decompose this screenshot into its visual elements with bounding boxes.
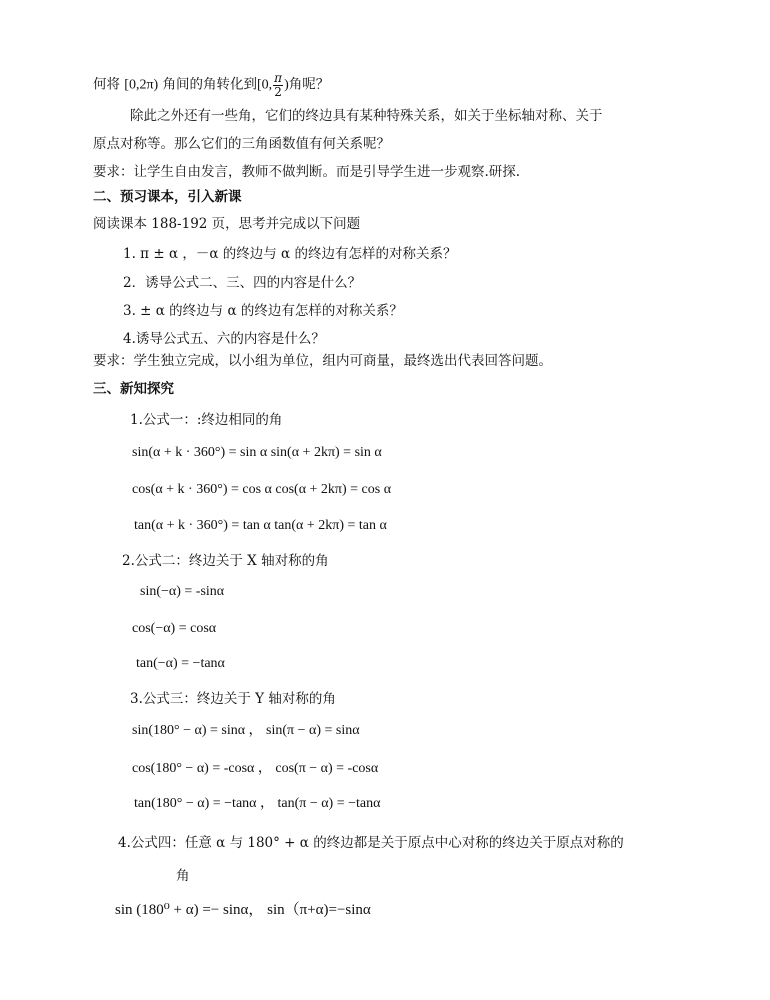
interval: [0,2π) bbox=[124, 77, 159, 93]
formula-title: 4.公式四：任意 α 与 180° + α 的终边都是关于原点中心对称的终边关于原点对称的 bbox=[118, 835, 624, 851]
formula-title: 3.公式三：终边关于 Y 轴对称的角 bbox=[130, 691, 336, 707]
requirement-line: 要求：学生独立完成，以小组为单位，组内可商量，最终选出代表回答问题。 bbox=[93, 353, 552, 369]
formula-tan: tan(−α) = −tanα bbox=[136, 656, 225, 671]
requirement-line: 要求：让学生自由发言，教师不做判断。而是引导学生进一步观察.研探. bbox=[93, 164, 521, 180]
formula-sin: sin(α + k · 360°) = sin α sin(α + 2kπ) = sin α bbox=[132, 445, 382, 460]
paragraph-line: 原点对称等。那么它们的三角函数值有何关系呢？ bbox=[93, 136, 390, 152]
interval-open: [0, bbox=[257, 77, 273, 93]
formula-cos: cos(α + k · 360°) = cos α cos(α + 2kπ) = cos α bbox=[132, 482, 392, 497]
paragraph-line: 除此之外还有一些角，它们的终边具有某种特殊关系，如关于坐标轴对称、关于 bbox=[130, 108, 603, 124]
formula-tan: tan(180° − α) = −tanα ， tan(π − α) = −tanα bbox=[134, 796, 381, 811]
formula-sin: sin(180° − α) = sinα ， sin(π − α) = sinα bbox=[132, 723, 360, 738]
formula-title-continued: 角 bbox=[176, 868, 190, 884]
question-1: 1. π ± α ，－α 的终边与 α 的终边有怎样的对称关系？ bbox=[123, 246, 457, 262]
text: 角呢？ bbox=[288, 76, 330, 93]
formula-sin: sin (180⁰ + α) =− sinα， sin（π+α)=−sinα bbox=[115, 902, 371, 918]
question-2: 2．诱导公式二、三、四的内容是什么？ bbox=[123, 275, 362, 291]
text-line-1 bbox=[93, 72, 329, 98]
fraction-denominator: 2 bbox=[274, 84, 282, 99]
interval-close: ) bbox=[284, 77, 289, 93]
fraction-numerator: π bbox=[274, 71, 283, 85]
formula-tan: tan(α + k · 360°) = tan α tan(α + 2kπ) = tan α bbox=[134, 518, 387, 533]
paragraph-line: 阅读课本 188-192 页，思考并完成以下问题 bbox=[93, 216, 361, 232]
formula-title: 2.公式二：终边关于 X 轴对称的角 bbox=[122, 553, 329, 569]
question-3: 3. ± α 的终边与 α 的终边有怎样的对称关系？ bbox=[123, 303, 403, 319]
question-4: 4.诱导公式五、六的内容是什么？ bbox=[123, 331, 325, 347]
fraction bbox=[273, 72, 283, 98]
formula-cos: cos(180° − α) = -cosα ， cos(π − α) = -cosα bbox=[132, 761, 379, 776]
section-heading: 三、新知探究 bbox=[93, 381, 174, 397]
text: 角间的角转化到 bbox=[162, 76, 257, 93]
formula-sin: sin(−α) = -sinα bbox=[140, 584, 225, 599]
formula-title: 1.公式一：:终边相同的角 bbox=[130, 412, 283, 428]
formula-cos: cos(−α) = cosα bbox=[132, 621, 217, 636]
text: 何将 bbox=[93, 76, 120, 93]
section-heading: 二、预习课本，引入新课 bbox=[93, 189, 242, 205]
